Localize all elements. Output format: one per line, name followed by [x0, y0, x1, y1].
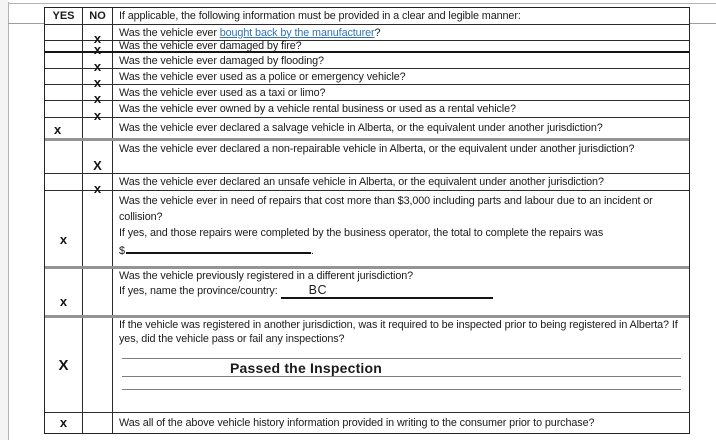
question-text: If the vehicle was registered in another jurisdiction, was it required to be inspected prior to being registered in Alberta? If yes, did the vehicle pass or fail any inspections? — [119, 319, 678, 345]
no-checkmark: x — [93, 75, 102, 90]
yes-cell — [45, 191, 83, 266]
no-cell — [83, 41, 113, 57]
yes-cell — [45, 53, 83, 68]
no-checkmark: x — [93, 31, 102, 46]
question-cell — [113, 191, 689, 266]
manufacturer-buyback-link[interactable]: bought back by the manufacturer — [219, 26, 375, 39]
question-cell — [113, 53, 689, 68]
no-checkmark: x — [93, 108, 102, 123]
yes-cell — [45, 101, 83, 117]
table-row-written-disclosure — [45, 413, 689, 433]
yes-checkmark: x — [59, 232, 68, 247]
question-text: Was the vehicle ever declared a non-repairable vehicle in Alberta, or the equivalent under another jurisdiction? — [119, 143, 635, 155]
no-cell — [83, 25, 113, 46]
yes-cell — [45, 141, 83, 173]
question-text: Was the vehicle ever damaged by flooding? — [119, 54, 324, 67]
question-cell — [113, 174, 689, 190]
no-checkmark: x — [93, 59, 102, 74]
vehicle-history-disclosure-table — [44, 7, 690, 434]
no-checkmark: x — [93, 181, 102, 196]
question-text: Was the vehicle ever used as a taxi or limo? — [119, 86, 326, 99]
inspection-answer-line — [122, 389, 681, 390]
table-row-repairs — [45, 191, 689, 269]
yes-checkmark: x — [54, 122, 62, 137]
no-checkmark: x — [93, 91, 102, 106]
question-cell — [113, 25, 689, 40]
question-text: Was the vehicle ever declared a salvage vehicle in Alberta, or the equivalent under another jurisdiction? — [119, 122, 603, 134]
no-cell — [83, 191, 113, 266]
table-row-unsafe — [45, 174, 689, 196]
yes-checkmark: X — [58, 357, 69, 374]
question-text-post: ? — [374, 26, 381, 39]
question-text-followup: If yes, and those repairs were completed by the business operator, the total to complete the repairs was — [119, 227, 604, 239]
yes-cell — [45, 269, 83, 315]
no-cell — [83, 269, 113, 315]
question-text: Was all of the above vehicle history information provided in writing to the consumer prior to purchase? — [119, 417, 595, 429]
question-text: Was the vehicle ever owned by a vehicle rental business or used as a rental vehicle? — [119, 103, 516, 115]
table-row-rental — [45, 101, 689, 123]
no-checkmark: x — [93, 42, 102, 57]
repair-cost-line — [119, 243, 684, 259]
yes-checkmark: x — [59, 294, 68, 309]
repair-cost-blank — [126, 243, 311, 254]
table-header-row — [45, 8, 689, 25]
question-text-pre: Was the vehicle ever — [119, 26, 220, 39]
yes-cell — [45, 69, 83, 84]
yes-checkmark: x — [59, 414, 68, 430]
inspection-answer-text: Passed the Inspection — [122, 359, 681, 377]
yes-cell — [45, 118, 83, 138]
yes-cell — [45, 318, 83, 412]
question-cell — [113, 69, 689, 84]
table-row-salvage — [45, 118, 689, 141]
dollar-sign: $ — [119, 245, 125, 257]
no-cell — [83, 141, 113, 173]
yes-cell — [45, 174, 83, 190]
table-row-fire — [45, 40, 689, 57]
province-line — [119, 283, 684, 299]
question-cell — [113, 41, 689, 51]
province-country-blank — [281, 283, 493, 299]
period: . — [310, 245, 314, 257]
question-cell — [113, 141, 689, 173]
page-left-margin — [0, 0, 8, 440]
province-label: If yes, name the province/country: — [119, 285, 278, 297]
no-checkmark: X — [93, 158, 102, 173]
table-row-flooding — [45, 53, 689, 74]
table-row-police — [45, 69, 689, 90]
scan-edge-top-line — [8, 3, 716, 4]
yes-column-header: YES — [45, 8, 83, 24]
question-cell — [113, 413, 689, 433]
question-text: Was the vehicle ever declared an unsafe vehicle in Alberta, or the equivalent under another jurisdiction? — [119, 176, 604, 188]
question-cell — [113, 269, 689, 315]
question-text: Was the vehicle ever in need of repairs that cost more than $3,000 including parts and labour due to an incident or collision? — [119, 195, 653, 223]
question-cell — [113, 101, 689, 117]
province-answer: BC — [308, 283, 328, 297]
table-row-previously-registered — [45, 269, 689, 318]
no-cell — [83, 413, 113, 433]
no-cell — [83, 318, 113, 412]
question-cell — [113, 118, 689, 138]
no-cell — [83, 174, 113, 196]
table-header-title: If applicable, the following information must be provided in a clear and legible manner: — [119, 10, 521, 22]
table-row-non-repairable — [45, 141, 689, 174]
question-text: Was the vehicle ever used as a police or emergency vehicle? — [119, 70, 406, 83]
question-cell — [113, 318, 689, 412]
scan-edge-vertical-line — [8, 2, 9, 440]
table-row-taxi — [45, 85, 689, 106]
question-cell — [113, 85, 689, 100]
question-text: Was the vehicle previously registered in a different jurisdiction? — [119, 270, 414, 282]
table-row-inspection — [45, 318, 689, 413]
question-text — [119, 26, 380, 40]
yes-cell — [45, 85, 83, 100]
question-text: Was the vehicle ever damaged by fire? — [119, 40, 302, 52]
yes-cell — [45, 41, 83, 51]
yes-cell — [45, 413, 83, 433]
no-column-header: NO — [83, 8, 113, 24]
yes-cell — [45, 25, 83, 40]
